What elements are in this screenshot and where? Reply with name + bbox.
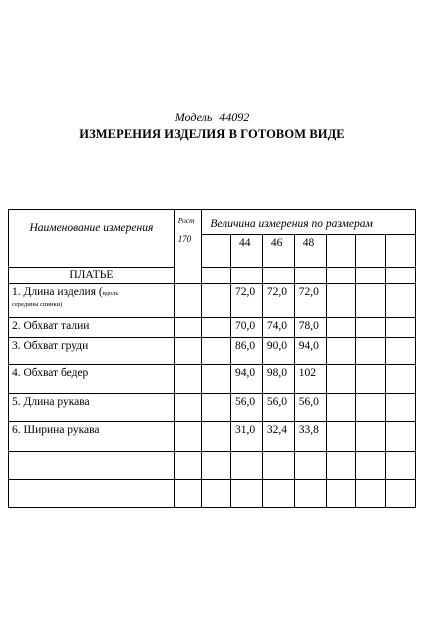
value-44: 72,0 <box>231 284 263 318</box>
empty-cell <box>326 235 356 268</box>
empty-cell <box>356 235 386 268</box>
value-48: 72,0 <box>294 284 326 318</box>
row-name: 6. Ширина рукава <box>9 422 175 452</box>
model-number: 44092 <box>219 110 250 124</box>
size-46: 46 <box>262 235 294 268</box>
height-column-header <box>174 210 202 284</box>
value-48: 56,0 <box>294 394 326 422</box>
value-46: 32,4 <box>262 422 294 452</box>
value-44: 31,0 <box>231 422 263 452</box>
row-name: 2. Обхват талии <box>9 318 175 338</box>
size-44: 44 <box>231 235 263 268</box>
value-46: 74,0 <box>262 318 294 338</box>
value-44: 70,0 <box>231 318 263 338</box>
table-row <box>9 365 416 394</box>
row-name: 5. Длина рукава <box>9 394 175 422</box>
value-46: 98,0 <box>262 365 294 394</box>
table-row <box>9 422 416 452</box>
table-row <box>9 480 416 508</box>
row-name: 4. Обхват бедер <box>9 365 175 394</box>
row-name: 1. Длина изделия (вдоль середины спинки) <box>9 284 175 318</box>
value-48: 94,0 <box>294 338 326 365</box>
value-46: 56,0 <box>262 394 294 422</box>
height-label: Рост <box>177 216 195 225</box>
height-value: 170 <box>177 234 192 244</box>
sizes-header: Величина измерения по размерам <box>202 210 416 235</box>
document-title: ИЗМЕРЕНИЯ ИЗДЕЛИЯ В ГОТОВОМ ВИДЕ <box>79 127 345 141</box>
name-column-header: Наименование измерения <box>9 210 175 268</box>
value-44: 94,0 <box>231 365 263 394</box>
value-48: 78,0 <box>294 318 326 338</box>
value-46: 72,0 <box>262 284 294 318</box>
value-44: 86,0 <box>231 338 263 365</box>
table-row <box>9 394 416 422</box>
model-line <box>0 110 424 125</box>
empty-cell <box>386 235 416 268</box>
value-48: 102 <box>294 365 326 394</box>
table-row <box>9 452 416 480</box>
model-label: Модель <box>174 110 213 124</box>
size-48: 48 <box>294 235 326 268</box>
value-46: 90,0 <box>262 338 294 365</box>
table-row <box>9 338 416 365</box>
section-label: ПЛАТЬЕ <box>9 268 175 284</box>
empty-cell <box>202 235 231 268</box>
value-48: 33,8 <box>294 422 326 452</box>
measurements-table <box>8 209 416 508</box>
table-row <box>9 284 416 318</box>
value-44: 56,0 <box>231 394 263 422</box>
table-row <box>9 318 416 338</box>
row-name: 3. Обхват груди <box>9 338 175 365</box>
